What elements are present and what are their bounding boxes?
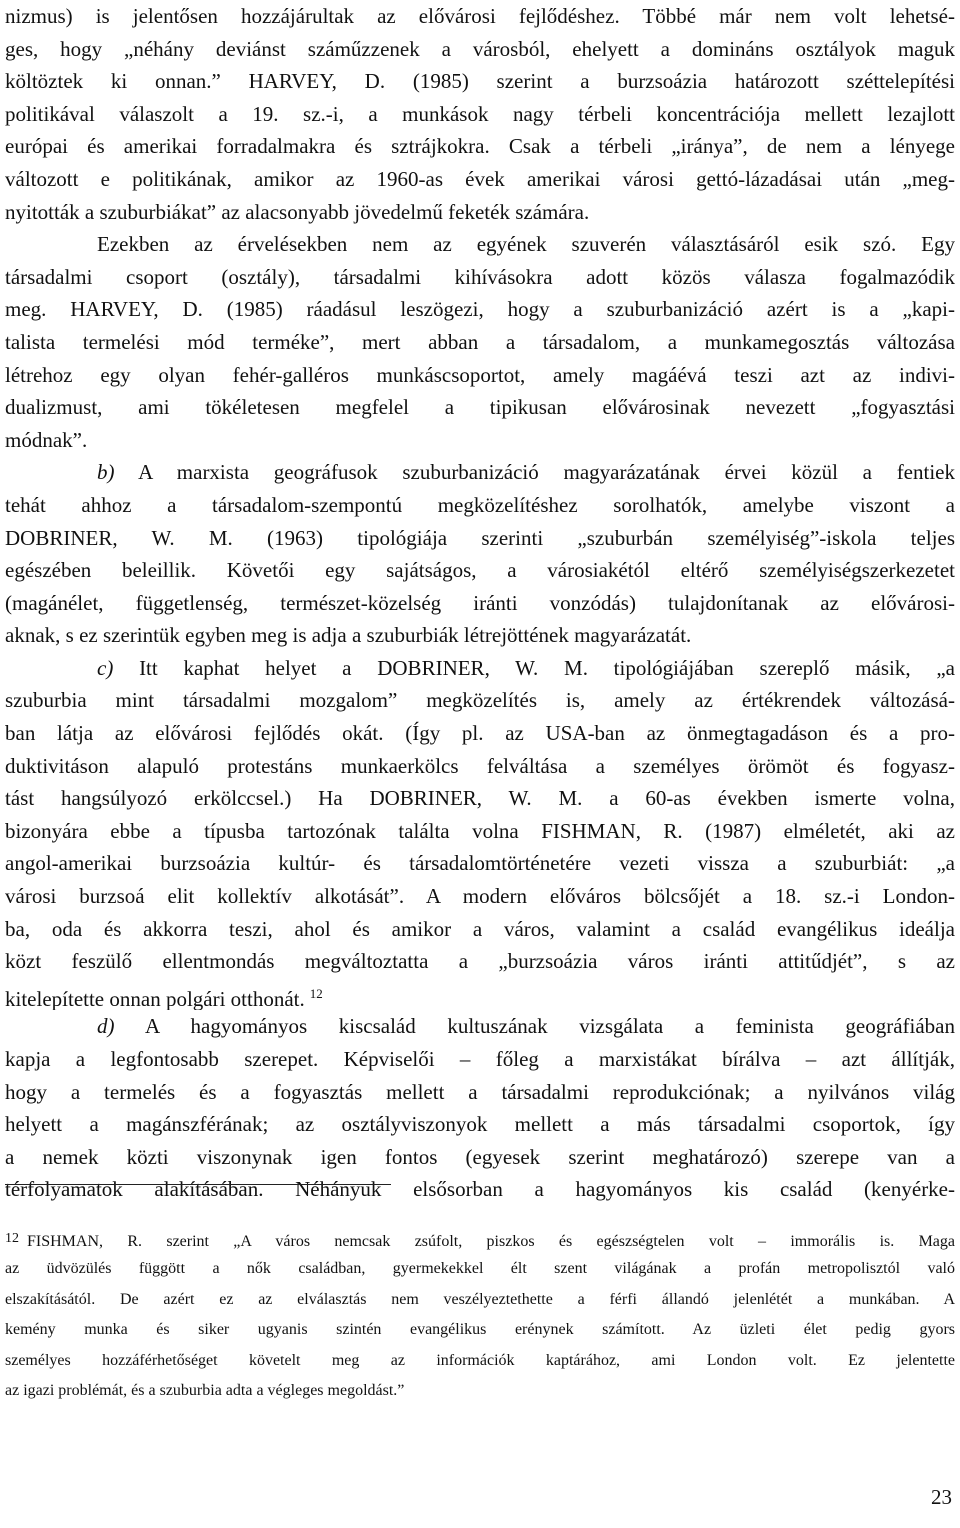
text-line: dualizmust, ami tökéletesen megfelel a tipikusan elővárosinak nevezett „fogyasztási <box>5 395 955 420</box>
text-line: változott e politikának, amikor az 1960-as évek amerikai városi gettó-lázadásai után „meg- <box>5 166 955 191</box>
text-line: (magánélet, függetlenség, természet-közelség iránti vonzódás) tulajdonítanak az elővárosi- <box>5 590 955 615</box>
text-line: kitelepítette onnan polgári otthonát. $^{12}$ <box>5 985 323 1011</box>
text-line: b) A marxista geográfusok szuburbanizáció magyarázatának érvei közül a fentiek <box>97 460 955 485</box>
text-line: angol-amerikai burzsoázia kultúr- és társadalomtörténetére vezeti vissza a szuburbiát: „a <box>5 851 955 876</box>
text-line: közt feszülő ellentmondás megváltoztatta a „burzsoázia város iránti attitűdjét”, s az <box>5 949 955 974</box>
text-line: költöztek ki onnan.” HARVEY, D. (1985) szerint a burzsoázia határozott széttelepítési <box>5 69 955 94</box>
text-line: nizmus) is jelentősen hozzájárultak az elővárosi fejlődéshez. Többé már nem volt lehetsé- <box>5 4 955 28</box>
item-label-c: c) <box>97 655 114 680</box>
footnote-number: 12 <box>5 1231 19 1246</box>
text-line: szuburbia mint társadalmi mozgalom” megközelítés is, amely az értékrendek változásá- <box>5 688 955 713</box>
footnote-line: az üdvözülés függött a nők családban, gyermekekkel élt szent világának a profán metropolisztól való <box>5 1260 955 1278</box>
item-label-d: d) <box>97 1014 115 1039</box>
text-line: aknak, s ez szerintük egyben meg is adja a szuburbiák létrejöttének magyarázatát. <box>5 623 692 648</box>
footnote-line: kemény munka és siker ugyanis szintén evangélikus erénynek számított. Az üzleti élet pedig gyors <box>5 1321 955 1339</box>
item-label-b: b) <box>97 460 115 485</box>
text-line: Ezekben az érvelésekben nem az egyének szuverén választásáról esik szó. Egy <box>97 232 955 257</box>
text-line: tást hangsúlyozó erkölccsel.) Ha DOBRINER, W. M. a 60-as években ismerte volna, <box>5 786 955 811</box>
footnote-separator <box>5 1184 391 1185</box>
text-line: c) Itt kaphat helyet a DOBRINER, W. M. tipológiájában szereplő másik, „a <box>97 655 955 680</box>
text-line: ban látja az elővárosi fejlődés okát. (Így pl. az USA-ban az önmegtagadáson és a pro- <box>5 721 955 746</box>
text-line: tehát ahhoz a társadalom-szempontú megközelítéshez sorolhatók, amelybe viszont a <box>5 492 955 517</box>
text-line: ges, hogy „néhány deviánst száműzzenek a városból, ehelyett a domináns osztályok maguk <box>5 36 955 61</box>
footnote-line: 12 FISHMAN, R. szerint „A város nemcsak zsúfolt, piszkos és egészségtelen volt – immorális is. Maga <box>5 1231 955 1250</box>
text-line: módnak”. <box>5 427 88 452</box>
footnote-line: személyes hozzáférhetőséget követelt meg az információk kaptárához, ami London volt. Ez jelentette <box>5 1351 955 1369</box>
footnote <box>5 1224 955 1406</box>
text-line: duktivitáson alapuló protestáns munkaerkölcs felváltása a személyes örömöt és fogyasz- <box>5 753 955 778</box>
footnote-reference[interactable]: 12 <box>309 985 323 1001</box>
text-line: DOBRINER, W. M. (1963) tipológiája szerinti „szuburbán személyiség”-iskola teljes <box>5 525 955 550</box>
main-text <box>5 0 955 1206</box>
text-line: a nemek közti viszonynak igen fontos (egyesek szerint meghatározó) szerepe van a <box>5 1144 955 1169</box>
text-line: társadalmi csoport (osztály), társadalmi kihívásokra adott közös válasza fogalmazódik <box>5 264 955 289</box>
text-line: létrehoz egy olyan fehér-galléros munkáscsoportot, amely magáévá teszi azt az indivi- <box>5 362 955 387</box>
page-number: 23 <box>931 1485 952 1509</box>
text-line: hogy a termelés és a fogyasztás mellett a társadalmi reprodukciónak; a nyilvános világ <box>5 1079 955 1104</box>
text-line: d) A hagyományos kiscsalád kultuszának vizsgálata a feminista geográfiában <box>97 1014 955 1039</box>
text-line: ba, oda és akkorra teszi, ahol és amikor a város, valamint a család evangélikus ideálja <box>5 916 955 941</box>
text-line: talista termelési mód terméke”, mert abban a társadalom, a munkamegosztás változása <box>5 329 955 354</box>
text-line: bizonyára ebbe a típusba tartozónak találta volna FISHMAN, R. (1987) elméletét, aki az <box>5 818 955 843</box>
text-line: egészében beleillik. Követői egy sajátságos, a városiakétól eltérő személyiségszerkezetet <box>5 558 955 583</box>
footnote-line: az igazi problémát, és a szuburbia adta a végleges megoldást.” <box>5 1381 405 1399</box>
text-line: városi burzsoá elit kollektív alkotását”. A modern előváros bölcsőjét a 18. sz.-i London- <box>5 884 955 909</box>
text-line: térfolyamatok alakításában. Néhányuk elsősorban a hagyományos kis család (kenyérke- <box>5 1177 955 1202</box>
text-line: politikával válaszolt a 19. sz.-i, a munkások nagy térbeli koncentrációja mellett lezajlott <box>5 101 955 126</box>
text-line: helyett a magánszférának; az osztályviszonyok mellett a más társadalmi csoportok, így <box>5 1112 955 1137</box>
text-line: európai és amerikai forradalmakra és sztrájkokra. Csak a térbeli „iránya”, de nem a lényege <box>5 134 955 159</box>
text-line: nyitották a szuburbiákat” az alacsonyabb jövedelmű feketék számára. <box>5 199 590 224</box>
text-line: meg. HARVEY, D. (1985) ráadásul leszögezi, hogy a szuburbanizáció azért is a „kapi- <box>5 297 955 322</box>
footnote-line: elszakításától. De azért ez az elválasztás nem veszélyeztethette a férfi állandó jelenlétét a munkában. A <box>5 1290 955 1308</box>
text-line: kapja a legfontosabb szerepet. Képviselői – főleg a marxistákat bírálva – azt állítják, <box>5 1047 955 1071</box>
